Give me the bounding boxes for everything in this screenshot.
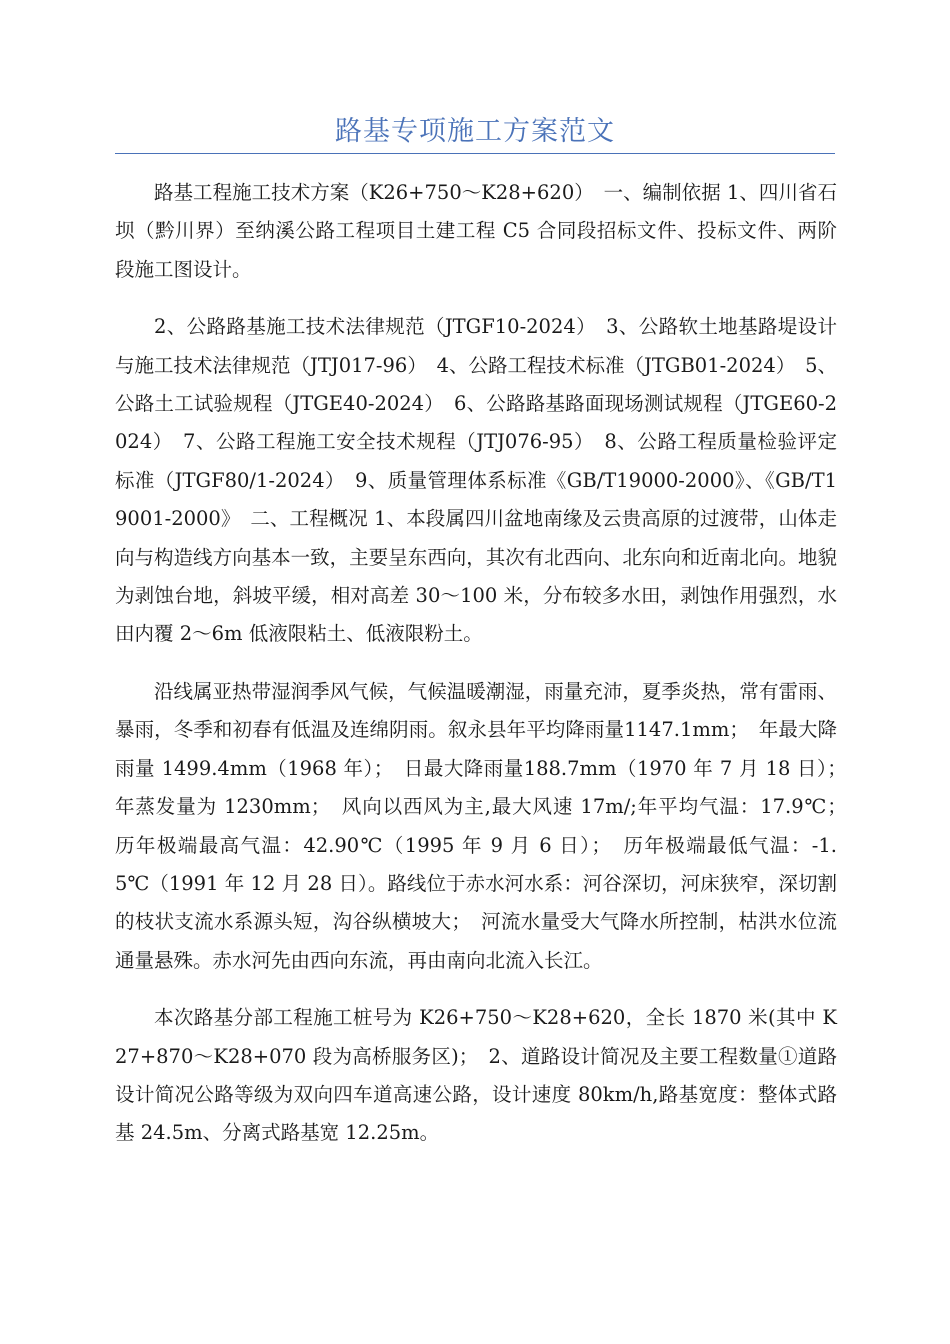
page-title: 路基专项施工方案范文: [335, 116, 615, 147]
paragraph-road-design: 本次路基分部工程施工桩号为 K26+750～K28+620，全长 1870 米(其中 K27+870～K28+070 段为高桥服务区)； 2、道路设计简况及主要工程数量①道路设计简况公路等级为双向四车道高速公路，设计速度 80km/h,路基宽度：整体式路基 24.5m、分离式路基宽 12.25m。: [115, 1006, 837, 1145]
paragraph-climate-hydrology: 沿线属亚热带湿润季风气候，气候温暖潮湿，雨量充沛，夏季炎热，常有雷雨、暴雨，冬季和初春有低温及连绵阴雨。叙永县年平均降雨量1147.1mm； 年最大降雨量 1499.4mm（1968 年）； 日最大降雨量188.7mm（1970 年 7 月 18 日）； 年蒸发量为 1230mm； 风向以西风为主,最大风速 17m/;年平均气温：17.9℃； 历年极端最高气温：42.90℃（1995 年 9 月 6 日）； 历年极端最低气温：-1.5℃（1991 年 12 月 28 日）。路线位于赤水河水系：河谷深切，河床狭窄，深切割的枝状支流水系源头短，沟谷纵横坡大； 河流水量受大气降水所控制，枯洪水位流通量悬殊。赤水河先由西向东流，再由南向北流入长江。: [115, 679, 857, 972]
paragraph-compilation-basis: 路基工程施工技术方案（K26+750～K28+620） 一、编制依据 1、四川省石坝（黔川界）至纳溪公路工程项目土建工程 C5 合同段招标文件、投标文件、两阶段施工图设计。: [115, 181, 837, 281]
paragraph-standards-and-overview: 2、公路路基施工技术法律规范（JTGF10-2024） 3、公路软土地基路堤设计与施工技术法律规范（JTJ017-96） 4、公路工程技术标准（JTGB01-2024） 5、公路土工试验规程（JTGE40-2024） 6、公路路基路面现场测试规程（JTGE60-2024） 7、公路工程施工安全技术规程（JTJ076-95） 8、公路工程质量检验评定标准（JTGF80/1-2024） 9、质量管理体系标准《GB/T19000-2000》、《GB/T19001-2000》 二、工程概况 1、本段属四川盆地南缘及云贵高原的过渡带，山体走向与构造线方向基本一致，主要呈东西向，其次有北西向、北东向和近南北向。地貌为剥蚀台地，斜坡平缓，相对高差 30～100 米，分布较多水田，剥蚀作用强烈，水田内覆 2～6m 低液限粘土、低液限粉土。: [115, 315, 837, 646]
document-body: [115, 174, 857, 1172]
title-underline: [115, 153, 835, 154]
